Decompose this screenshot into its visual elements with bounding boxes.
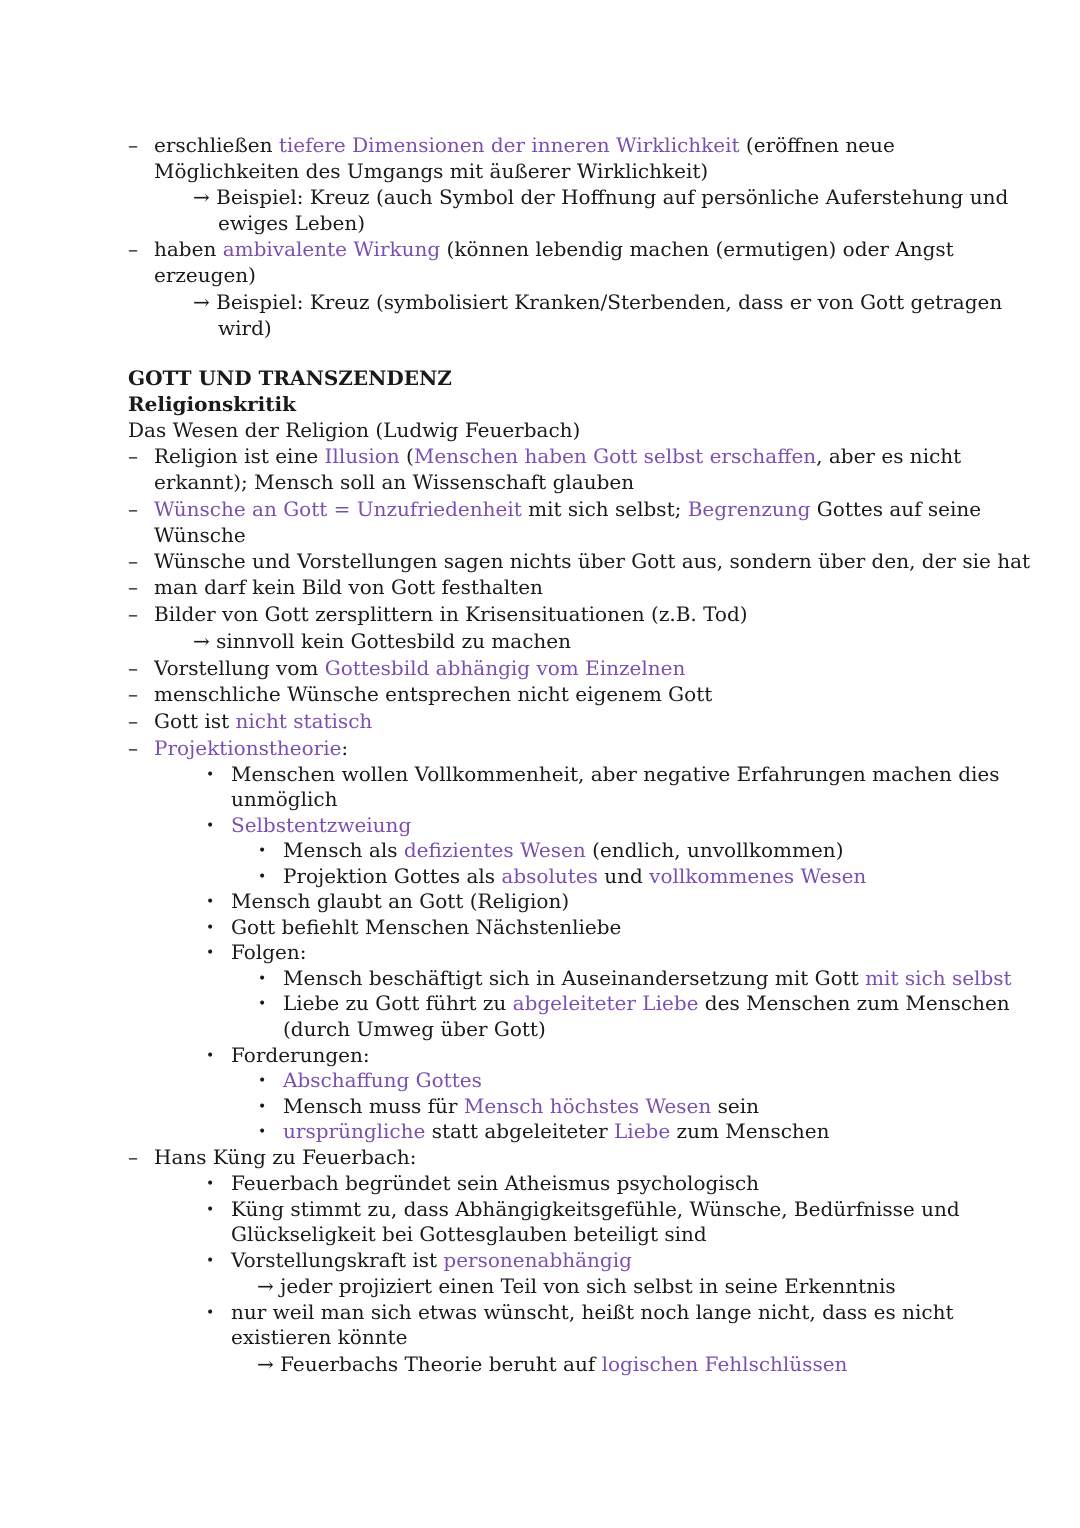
text-line <box>154 601 748 627</box>
text-line <box>283 1016 546 1042</box>
text-line <box>231 761 1000 787</box>
highlighted-term: defizientes Wesen <box>403 838 586 862</box>
text-segment: → jeder projiziert einen Teil von sich selbst in seine Erkenntnis <box>257 1274 896 1298</box>
highlighted-term: Begrenzung <box>687 497 811 521</box>
highlighted-term: Mensch höchstes Wesen <box>463 1094 712 1118</box>
list-dash: – <box>128 682 138 706</box>
list-bullet: • <box>206 945 215 961</box>
highlighted-term: personenabhängig <box>443 1248 632 1272</box>
highlighted-term: nicht statisch <box>235 709 373 733</box>
text-line <box>231 1221 707 1247</box>
text-segment: Feuerbach begründet sein Atheismus psychologisch <box>231 1171 760 1195</box>
text-segment: Wünsche <box>154 523 246 547</box>
text-line <box>283 1093 759 1119</box>
text-segment: menschliche Wünsche entsprechen nicht eigenem Gott <box>154 682 713 706</box>
section-heading <box>128 365 452 391</box>
list-bullet: • <box>258 869 267 885</box>
text-segment: Gott ist <box>154 709 236 733</box>
list-bullet: • <box>258 1099 267 1115</box>
text-segment: existieren könnte <box>231 1325 408 1349</box>
highlighted-term: abgeleiteter Liebe <box>512 991 699 1015</box>
text-line <box>193 628 571 654</box>
text-line <box>154 655 685 681</box>
text-segment: Hans Küng zu Feuerbach: <box>154 1145 417 1169</box>
text-line <box>218 210 365 236</box>
list-dash: – <box>128 133 138 157</box>
list-bullet: • <box>258 1124 267 1140</box>
text-segment: ewiges Leben) <box>218 211 366 235</box>
text-segment: zum Menschen <box>670 1119 830 1143</box>
text-segment: Religion ist eine <box>154 444 325 468</box>
highlighted-term: ambivalente Wirkung <box>222 237 441 261</box>
text-line <box>154 735 348 761</box>
text-segment: erkannt); Mensch soll an Wissenschaft glauben <box>154 470 635 494</box>
text-segment: Vorstellungskraft ist <box>231 1248 444 1272</box>
text-segment: ( <box>399 444 414 468</box>
text-segment: Mensch glaubt an Gott (Religion) <box>231 889 570 913</box>
text-segment: Projektion Gottes als <box>283 864 502 888</box>
text-segment: haben <box>154 237 223 261</box>
highlighted-term: ursprüngliche <box>283 1119 426 1143</box>
text-segment: Wünsche und Vorstellungen sagen nichts über Gott aus, sondern über den, der sie hat <box>154 549 1031 573</box>
text-line <box>193 184 1008 210</box>
highlighted-term: Gottesbild abhängig vom Einzelnen <box>324 656 686 680</box>
text-segment: (eröffnen neue <box>739 133 895 157</box>
text-line <box>231 888 569 914</box>
text-segment: → sinnvoll kein Gottesbild zu machen <box>193 629 572 653</box>
text-line <box>154 681 712 707</box>
text-segment: → Beispiel: Kreuz (auch Symbol der Hoffnung auf persönliche Auferstehung und <box>193 185 1009 209</box>
text-segment: Mensch muss für <box>283 1094 464 1118</box>
text-segment: Gott befiehlt Menschen Nächstenliebe <box>231 915 622 939</box>
text-line <box>257 1351 847 1377</box>
text-line <box>231 1324 407 1350</box>
text-line <box>257 1273 896 1299</box>
text-line <box>128 417 580 443</box>
text-line <box>154 262 256 288</box>
text-line <box>283 965 1012 991</box>
text-line <box>231 1042 370 1068</box>
text-line <box>154 469 634 495</box>
text-line <box>154 1144 417 1170</box>
text-line <box>231 939 306 965</box>
text-segment: Vorstellung vom <box>154 656 325 680</box>
highlighted-term: vollkommenes Wesen <box>649 864 867 888</box>
text-segment: man darf kein Bild von Gott festhalten <box>154 575 543 599</box>
text-segment: erschließen <box>154 133 279 157</box>
text-segment: Mensch beschäftigt sich in Auseinandersetzung mit Gott <box>283 966 866 990</box>
text-segment: sein <box>711 1094 759 1118</box>
text-segment: Folgen: <box>231 940 307 964</box>
list-bullet: • <box>206 1048 215 1064</box>
text-line <box>231 914 621 940</box>
text-segment: wird) <box>218 316 272 340</box>
text-segment: Das Wesen der Religion (Ludwig Feuerbach) <box>128 418 581 442</box>
text-segment: Bilder von Gott zersplittern in Krisensituationen (z.B. Tod) <box>154 602 748 626</box>
highlighted-term: Projektionstheorie <box>154 736 342 760</box>
text-line <box>231 1196 960 1222</box>
list-bullet: • <box>206 818 215 834</box>
list-dash: – <box>128 709 138 733</box>
text-segment: unmöglich <box>231 787 338 811</box>
text-segment: GOTT UND TRANSZENDENZ <box>128 366 452 390</box>
highlighted-term: logischen Fehlschlüssen <box>601 1352 848 1376</box>
list-dash: – <box>128 656 138 680</box>
list-bullet: • <box>206 1253 215 1269</box>
text-line <box>154 548 1030 574</box>
text-line <box>154 522 246 548</box>
highlighted-term: Selbstentzweiung <box>231 813 412 837</box>
text-segment: : <box>341 736 349 760</box>
text-line <box>231 1299 954 1325</box>
text-segment: nur weil man sich etwas wünscht, heißt noch lange nicht, dass es nicht <box>231 1300 954 1324</box>
text-line <box>283 1118 830 1144</box>
highlighted-term: Menschen haben Gott selbst erschaffen <box>413 444 817 468</box>
text-segment: Mensch als <box>283 838 404 862</box>
section-heading <box>128 391 296 417</box>
text-line <box>154 708 372 734</box>
text-segment: (durch Umweg über Gott) <box>283 1017 546 1041</box>
highlighted-term: Illusion <box>324 444 400 468</box>
text-line <box>231 1247 632 1273</box>
list-bullet: • <box>206 767 215 783</box>
text-segment: Küng stimmt zu, dass Abhängigkeitsgefühle, Wünsche, Bedürfnisse und <box>231 1197 960 1221</box>
text-segment: Glückseligkeit bei Gottesglauben beteiligt sind <box>231 1222 707 1246</box>
text-segment: Religionskritik <box>128 392 296 416</box>
text-segment: → Feuerbachs Theorie beruht auf <box>257 1352 602 1376</box>
text-segment: erzeugen) <box>154 263 256 287</box>
list-dash: – <box>128 237 138 261</box>
text-segment: und <box>597 864 650 888</box>
highlighted-term: Abschaffung Gottes <box>283 1068 482 1092</box>
text-line <box>218 315 272 341</box>
text-segment: des Menschen zum Menschen <box>698 991 1010 1015</box>
list-bullet: • <box>206 1305 215 1321</box>
list-dash: – <box>128 549 138 573</box>
text-segment: Möglichkeiten des Umgangs mit äußerer Wirklichkeit) <box>154 159 709 183</box>
text-segment: Liebe zu Gott führt zu <box>283 991 513 1015</box>
highlighted-term: absolutes <box>501 864 598 888</box>
list-bullet: • <box>258 996 267 1012</box>
text-line <box>154 132 895 158</box>
text-line <box>283 990 1010 1016</box>
list-bullet: • <box>206 894 215 910</box>
text-segment: statt abgeleiteter <box>425 1119 615 1143</box>
list-bullet: • <box>258 843 267 859</box>
text-segment: (endlich, unvollkommen) <box>585 838 844 862</box>
list-dash: – <box>128 575 138 599</box>
text-line <box>231 786 337 812</box>
text-segment: Menschen wollen Vollkommenheit, aber negative Erfahrungen machen dies <box>231 762 1000 786</box>
text-segment: , aber es nicht <box>816 444 962 468</box>
highlighted-term: Liebe <box>614 1119 671 1143</box>
text-line <box>283 863 866 889</box>
text-line <box>154 236 954 262</box>
highlighted-term: Wünsche an Gott = Unzufriedenheit <box>154 497 522 521</box>
list-dash: – <box>128 736 138 760</box>
text-line <box>193 289 1002 315</box>
list-bullet: • <box>258 971 267 987</box>
text-line <box>231 1170 759 1196</box>
text-line <box>154 574 543 600</box>
highlighted-term: mit sich selbst <box>865 966 1012 990</box>
text-segment: Gottes auf seine <box>810 497 982 521</box>
list-bullet: • <box>258 1073 267 1089</box>
list-dash: – <box>128 1145 138 1169</box>
highlighted-term: tiefere Dimensionen der inneren Wirklichkeit <box>278 133 740 157</box>
list-bullet: • <box>206 1202 215 1218</box>
list-dash: – <box>128 444 138 468</box>
text-line <box>283 1067 482 1093</box>
text-line <box>154 443 961 469</box>
text-segment: → Beispiel: Kreuz (symbolisiert Kranken/Sterbenden, dass er von Gott getragen <box>193 290 1003 314</box>
list-dash: – <box>128 497 138 521</box>
text-line <box>154 496 981 522</box>
list-bullet: • <box>206 1176 215 1192</box>
list-bullet: • <box>206 920 215 936</box>
text-segment: Forderungen: <box>231 1043 370 1067</box>
text-line <box>283 837 844 863</box>
text-segment: mit sich selbst; <box>521 497 688 521</box>
text-line <box>231 812 411 838</box>
list-dash: – <box>128 602 138 626</box>
text-segment: (können lebendig machen (ermutigen) oder Angst <box>440 237 954 261</box>
text-line <box>154 158 708 184</box>
